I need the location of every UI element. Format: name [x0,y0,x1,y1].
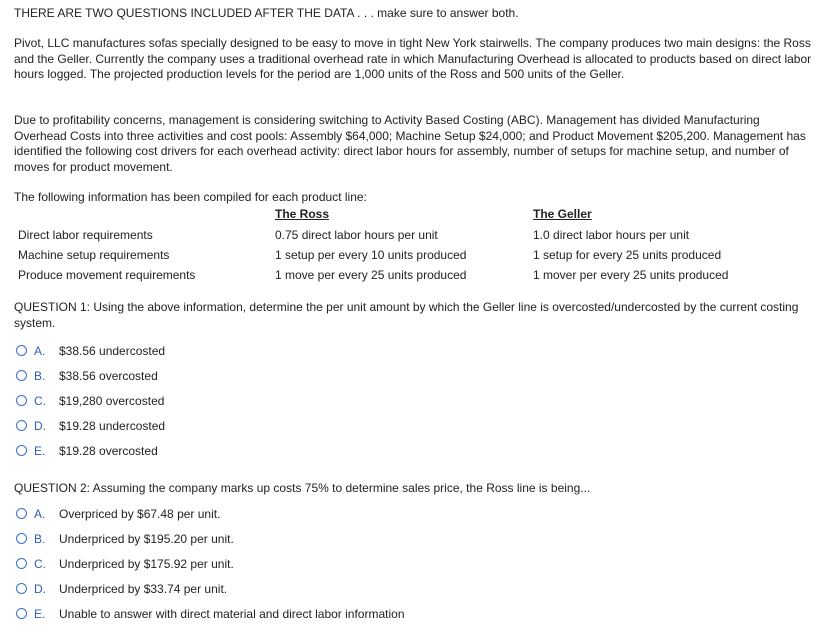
row-label: Produce movement requirements [18,268,196,282]
option-letter: D. [34,419,46,433]
option-text: Overpriced by $67.48 per unit. [59,507,221,521]
option-text: $38.56 overcosted [59,369,158,383]
ross-value: 1 setup per every 10 units produced [275,248,467,262]
radio-icon[interactable] [16,508,27,519]
radio-icon[interactable] [16,370,27,381]
header-geller: The Geller [533,207,592,221]
row-label: Machine setup requirements [18,248,170,262]
option-text: $19,280 overcosted [59,394,165,408]
option-text: Underpriced by $175.92 per unit. [59,557,234,571]
option-letter: B. [34,532,46,546]
option-text: Underpriced by $33.74 per unit. [59,582,228,596]
ross-value: 1 move per every 25 units produced [275,268,467,282]
abc-paragraph: Due to profitability concerns, management is considering switching to Activity Based Costing (ABC). Management has divided Manufacturing Overhead Costs into three activities and cost pools: Assembly $64,000; Machine Setup $24,000; and Product Movement $205,200. Management has identified the following cost drivers for each overhead activity: direct labor hours for assembly, number of setups for machine setup, and number of moves for product movement. [14,113,806,174]
radio-icon[interactable] [16,583,27,594]
header-ross: The Ross [275,207,330,221]
option-text: $19.28 overcosted [59,444,158,458]
option-text: Unable to answer with direct material and direct labor information [59,607,405,621]
option-letter: D. [34,582,46,596]
row-label: Direct labor requirements [18,228,153,242]
option-letter: A. [34,507,46,521]
geller-value: 1 mover per every 25 units produced [533,268,729,282]
radio-icon[interactable] [16,395,27,406]
radio-icon[interactable] [16,533,27,544]
question-1-text: QUESTION 1: Using the above information, determine the per unit amount by which the Geller line is overcosted/undercosted by the current costing system. [14,300,799,330]
option-text: $19.28 undercosted [59,419,166,433]
radio-icon[interactable] [16,345,27,356]
ross-value: 0.75 direct labor hours per unit [275,228,438,242]
option-letter: C. [34,557,46,571]
option-text: Underpriced by $195.20 per unit. [59,532,234,546]
geller-value: 1.0 direct labor hours per unit [533,228,690,242]
option-letter: A. [34,344,46,358]
radio-icon[interactable] [16,445,27,456]
option-letter: C. [34,394,46,408]
geller-value: 1 setup for every 25 units produced [533,248,722,262]
compiled-info-label: The following information has been compiled for each product line: [14,190,367,204]
option-text: $38.56 undercosted [59,344,166,358]
radio-icon[interactable] [16,420,27,431]
option-letter: B. [34,369,46,383]
option-letter: E. [34,444,46,458]
instructions-header: THERE ARE TWO QUESTIONS INCLUDED AFTER THE DATA . . . make sure to answer both. [14,6,519,20]
option-letter: E. [34,607,46,621]
radio-icon[interactable] [16,608,27,619]
radio-icon[interactable] [16,558,27,569]
question-2-text: QUESTION 2: Assuming the company marks up costs 75% to determine sales price, the Ross line is being... [14,481,591,495]
intro-paragraph: Pivot, LLC manufactures sofas specially designed to be easy to move in tight New York stairwells. The company produces two main designs: the Ross and the Geller. Currently the company uses a traditional overhead rate in which Manufacturing Overhead is allocated to products based on direct labor hours logged. The projected production levels for the period are 1,000 units of the Ross and 500 units of the Geller. [14,36,812,81]
